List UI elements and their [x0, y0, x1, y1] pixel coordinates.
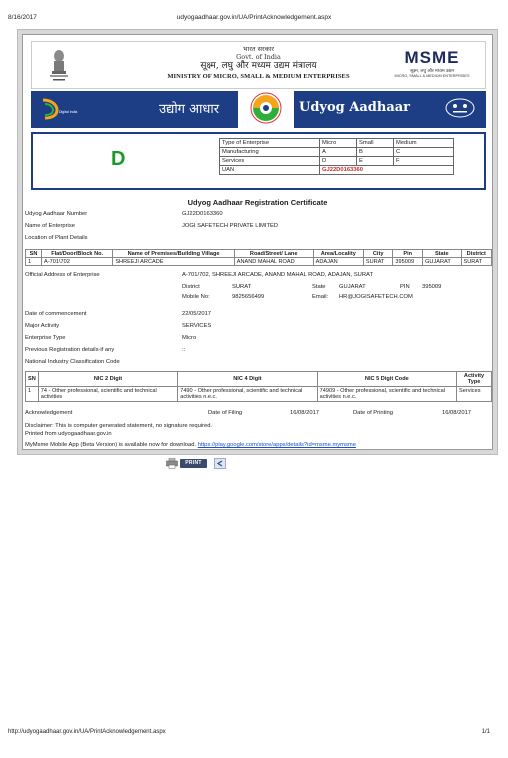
mobile-label: Mobile No:: [182, 294, 210, 300]
table-cell: A-701\702: [42, 258, 113, 266]
back-icon[interactable]: [214, 458, 226, 469]
action-bar: [166, 458, 226, 470]
ministry-name: MINISTRY OF MICRO, SMALL & MEDIUM ENTERPRISES: [167, 72, 350, 80]
column-header: NIC 2 Digit: [38, 372, 177, 387]
plant-location-table: [25, 249, 492, 266]
table-row: [26, 387, 492, 402]
table-cell: B: [357, 148, 394, 157]
mobile-app-link[interactable]: https://play.google.com/store/apps/details?id=msme.mymsme: [197, 442, 356, 448]
commencement-date: 22/05/2017: [182, 311, 212, 317]
column-header: Flat/Door/Block No.: [42, 250, 113, 258]
printing-date-label: Date of Printing: [353, 410, 393, 416]
table-cell: 74 - Other professional, scientific and technical activities: [38, 387, 177, 402]
table-cell: 74909 - Other professional, scientific and technical activities n.e.c.: [317, 387, 456, 402]
column-header: Area/Locality: [313, 250, 363, 258]
major-activity-label: Major Activity: [25, 323, 60, 329]
print-date: 8/16/2017: [8, 14, 37, 21]
table-cell: 7490 - Other professional, scientific and technical activities n.e.c.: [178, 387, 317, 402]
pin-label: PIN: [400, 284, 410, 290]
enterprise-category-box: [31, 132, 486, 190]
table-row: [220, 166, 454, 175]
page-number: 1/1: [481, 729, 490, 735]
table-cell: SURAT: [363, 258, 393, 266]
table-cell: Services: [220, 157, 320, 166]
table-row: [26, 258, 492, 266]
table-cell: ADAJAN: [313, 258, 363, 266]
column-header: Pin: [393, 250, 423, 258]
column-header: Name of Premises/Building Village: [113, 250, 234, 258]
enterprise-name-label: Name of Enterprise: [25, 223, 75, 229]
table-cell: Services: [457, 387, 492, 402]
acknowledgement-row: [25, 410, 492, 420]
table-cell: E: [357, 157, 394, 166]
disclaimer: [25, 423, 212, 439]
certificate-title: Udyog Aadhaar Registration Certificate: [187, 198, 328, 207]
pin-value: 395009: [422, 284, 442, 290]
filing-date: 16/08/2017: [290, 410, 320, 416]
table-header-row: [26, 250, 492, 258]
enterprise-type-table: [219, 138, 454, 175]
district-value: SURAT: [232, 284, 252, 290]
mobile-value: 9825656499: [232, 294, 265, 300]
hindi-govt: भारत सरकार: [242, 45, 275, 53]
ministry-banner: [31, 41, 486, 89]
email-value: HR@JOGISAFETECH.COM: [339, 294, 413, 300]
column-header: State: [423, 250, 461, 258]
previous-registration: ::: [182, 347, 186, 353]
major-activity: SERVICES: [182, 323, 212, 329]
district-label: District: [182, 284, 200, 290]
table-row: [220, 157, 454, 166]
column-header: District: [461, 250, 491, 258]
email-label: Email:: [312, 294, 329, 300]
official-address-label: Official Address of Enterprise: [25, 272, 100, 278]
english-title: Udyog Aadhaar: [299, 100, 411, 115]
mobile-app-text: MyMsme Mobile App (Beta Version) is available now for download.: [25, 442, 197, 448]
printing-date: 16/08/2017: [442, 410, 472, 416]
ashoka-emblem-icon: [46, 47, 72, 83]
uan-label: UAN: [220, 166, 320, 175]
column-header: Activity Type: [457, 372, 492, 387]
table-cell: 1: [26, 258, 42, 266]
enterprise-name: JOGI SAFETECH PRIVATE LIMITED: [182, 223, 279, 229]
column-header: Road/Street/ Lane: [234, 250, 313, 258]
state-value: GUJARAT: [339, 284, 366, 290]
table-cell: SURAT: [461, 258, 491, 266]
table-row: [220, 139, 454, 148]
table-cell: Micro: [320, 139, 357, 148]
official-address: A-701/702, SHREEJI ARCADE, ANAND MAHAL ROAD, ADAJAN, SURAT: [182, 272, 374, 278]
enterprise-type: Micro: [182, 335, 197, 341]
msme-logo-text: MSME: [404, 48, 460, 67]
msme-logo-sub: MICRO, SMALL & MEDIUM ENTERPRISES: [394, 74, 470, 78]
table-cell: SHREEJI ARCADE: [113, 258, 234, 266]
column-header: NIC 5 Digit Code: [317, 372, 456, 387]
plant-location-label: Location of Plant Details: [25, 235, 88, 241]
msme-logo: [387, 48, 477, 84]
column-header: NIC 4 Digit: [178, 372, 317, 387]
print-url: udyogaadhaar.gov.in/UA/PrintAcknowledgement.aspx: [176, 14, 332, 21]
address-detail-grid: [182, 284, 482, 304]
aadhaar-number: GJ22D0163360: [182, 211, 223, 217]
commencement-label: Date of commencement: [25, 311, 87, 317]
table-cell: C: [394, 148, 454, 157]
column-header: SN: [26, 372, 39, 387]
digital-india-logo: [39, 98, 89, 120]
table-cell: Type of Enterprise: [220, 139, 320, 148]
ministry-title: [142, 45, 375, 81]
aadhaar-number-label: Udyog Aadhaar Number: [25, 211, 88, 217]
print-button[interactable]: PRINT: [180, 459, 207, 468]
digital-india-icon: [39, 98, 59, 120]
column-header: SN: [26, 250, 42, 258]
certificate-frame: [17, 29, 498, 455]
table-cell: ANAND MAHAL ROAD: [234, 258, 313, 266]
table-cell: Small: [357, 139, 394, 148]
udyog-aadhar-badge-icon: [238, 91, 294, 131]
enterprise-type-label: Enterprise Type: [25, 335, 66, 341]
filing-date-label: Date of Filing: [208, 410, 243, 416]
table-cell: A: [320, 148, 357, 157]
footer-url: http://udyogaadhaar.gov.in/UA/PrintAcknowledgement.aspx: [8, 729, 166, 735]
udyog-aadhaar-banner: [31, 91, 486, 128]
printer-icon[interactable]: [166, 458, 178, 469]
mobile-app-notice: [25, 442, 356, 448]
browser-print-header: [8, 14, 500, 24]
column-header: City: [363, 250, 393, 258]
table-row: [220, 148, 454, 157]
printed-from-line: Printed from udyogaadhaar.gov.in: [25, 430, 112, 437]
table-cell: F: [394, 157, 454, 166]
certificate-sheet: [22, 34, 493, 450]
table-cell: D: [320, 157, 357, 166]
govt-of-india: Govt. of India: [236, 53, 281, 62]
acknowledgement-label: Acknowledgement: [25, 410, 73, 416]
uan-value: GJ22D0163360: [320, 166, 454, 175]
table-cell: 1: [26, 387, 39, 402]
hindi-ministry: सूक्ष्म, लघु और मध्यम उद्यम मंत्रालय: [200, 61, 317, 72]
category-letter: D: [111, 148, 126, 170]
disclaimer-line: Disclaimer: This is computer generated statement, no signature required.: [25, 423, 213, 429]
msme-right-logo-icon: [444, 97, 476, 119]
hindi-title: उद्योग आधार: [159, 102, 220, 117]
state-label: State: [312, 284, 326, 290]
table-cell: Manufacturing: [220, 148, 320, 157]
previous-registration-label: Previous Registration details-if any: [25, 347, 115, 353]
nic-code-label: National Industry Classification Code: [25, 359, 120, 365]
nic-code-table: [25, 371, 492, 402]
table-header-row: [26, 372, 492, 387]
table-cell: Medium: [394, 139, 454, 148]
digital-india-text: Digital India: [59, 110, 78, 114]
table-cell: GUJARAT: [423, 258, 461, 266]
msme-logo-hindi: सूक्ष्म, लघु और मध्यम उद्यम: [410, 68, 454, 73]
table-cell: 395009: [393, 258, 423, 266]
